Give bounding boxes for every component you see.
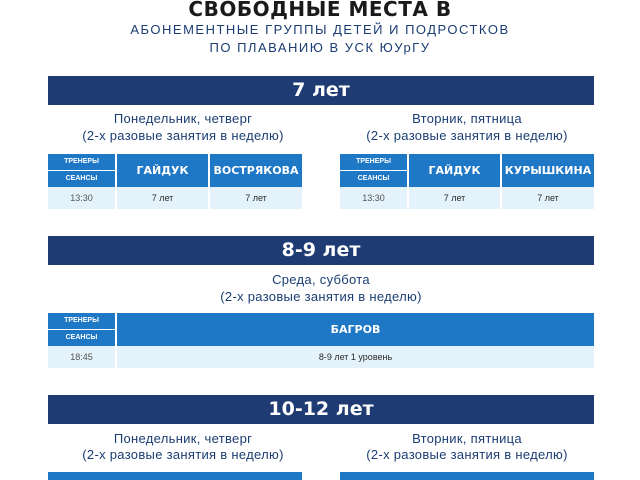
- group-cell: 8-9 лет 1 уровень: [116, 346, 594, 368]
- schedule-table-header-partial: [340, 472, 594, 480]
- coach-name: ГАЙДУК: [408, 154, 501, 187]
- session-time: 13:30: [48, 187, 116, 209]
- coach-name: ВОСТРЯКОВА: [209, 154, 302, 187]
- coaches-label: ТРЕНЕРЫ: [340, 154, 408, 171]
- schedule-days-tue-fri: Вторник, пятница: [412, 431, 522, 446]
- schedule-frequency: (2-х разовые занятия в неделю): [220, 289, 422, 304]
- table-header-row: [48, 313, 594, 330]
- schedule-days-wed-sat: Среда, суббота: [272, 272, 370, 287]
- group-cell: 7 лет: [408, 187, 501, 209]
- schedule-table-7-tue-fri: [340, 154, 594, 209]
- page-title: СВОБОДНЫЕ МЕСТА В: [188, 0, 452, 21]
- schedule-days-tue-fri: Вторник, пятница: [412, 111, 522, 126]
- schedule-frequency: (2-х разовые занятия в неделю): [82, 447, 284, 462]
- coach-name: КУРЫШКИНА: [501, 154, 594, 187]
- coaches-label: ТРЕНЕРЫ: [48, 313, 116, 330]
- sessions-label: СЕАНСЫ: [48, 171, 116, 188]
- age-header-10-12: 10-12 лет: [48, 395, 594, 424]
- session-time: 18:45: [48, 346, 116, 368]
- table-row: [48, 346, 594, 368]
- schedule-days-mon-thu: Понедельник, четверг: [113, 111, 253, 126]
- group-cell: 7 лет: [116, 187, 209, 209]
- schedule-frequency: (2-х разовые занятия в неделю): [82, 128, 284, 143]
- page-subtitle-line-1: АБОНЕМЕНТНЫЕ ГРУППЫ ДЕТЕЙ И ПОДРОСТКОВ: [130, 22, 510, 37]
- table-header-row: [48, 154, 302, 171]
- page-subtitle-line-2: ПО ПЛАВАНИЮ В УСК ЮУрГУ: [209, 40, 431, 55]
- schedule-frequency: (2-х разовые занятия в неделю): [366, 447, 568, 462]
- sessions-label: СЕАНСЫ: [48, 330, 116, 347]
- schedule-days-mon-thu: Понедельник, четверг: [113, 431, 253, 446]
- schedule-table-7-mon-thu: [48, 154, 302, 209]
- group-cell: 7 лет: [501, 187, 594, 209]
- schedule-table-header-partial: [48, 472, 302, 480]
- table-row: [48, 187, 302, 209]
- sessions-label: СЕАНСЫ: [340, 171, 408, 188]
- age-header-8-9: 8-9 лет: [48, 236, 594, 265]
- coach-name: ГАЙДУК: [116, 154, 209, 187]
- age-header-7: 7 лет: [48, 76, 594, 105]
- table-row: [340, 187, 594, 209]
- table-header-row: [340, 154, 594, 171]
- schedule-table-8-9: [48, 313, 594, 368]
- group-cell: 7 лет: [209, 187, 302, 209]
- coaches-label: ТРЕНЕРЫ: [48, 154, 116, 171]
- coach-name: БАГРОВ: [116, 313, 594, 346]
- session-time: 13:30: [340, 187, 408, 209]
- schedule-frequency: (2-х разовые занятия в неделю): [366, 128, 568, 143]
